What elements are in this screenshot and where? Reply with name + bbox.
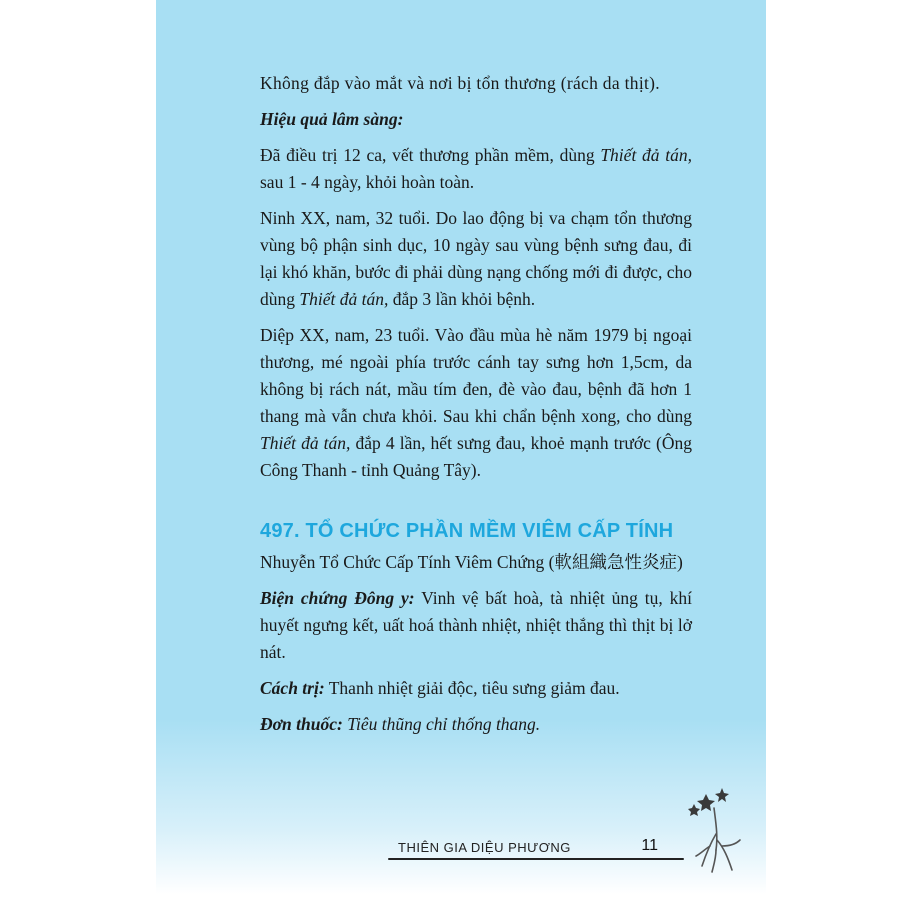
paragraph-1: Không đắp vào mắt và nơi bị tổn thương (rách da thịt). <box>260 73 660 93</box>
paragraph-3: Ninh XX, nam, 32 tuổi. Do lao động bị va chạm tổn thương vùng bộ phận sinh dục, 10 ngày sau vùng bệnh sưng đau, đi lại khó khăn, bước đi phải dùng nạng chống mới đi được, cho dùng Thiết đả tán, đắp 3 lần khỏi bệnh. <box>260 208 692 309</box>
book-page <box>156 0 766 922</box>
page-footer <box>388 838 684 862</box>
footer-book-title: THIÊN GIA DIỆU PHƯƠNG <box>398 840 571 855</box>
footer-rule <box>388 858 684 860</box>
section-title: 497. TỔ CHỨC PHẦN MỀM VIÊM CẤP TÍNH <box>260 520 674 542</box>
bien-chung-paragraph: Biện chứng Đông y: Vinh vệ bất hoà, tà nhiệt ủng tụ, khí huyết ngưng kết, uất hoá thành nhiệt, nhiệt thắng thì thịt bị lở nát. <box>260 588 692 662</box>
don-thuoc-paragraph: Đơn thuốc: Tiêu thũng chỉ thống thang. <box>260 714 541 734</box>
paragraph-4: Diệp XX, nam, 23 tuổi. Vào đầu mùa hè năm 1979 bị ngoại thương, mé ngoài phía trước cánh tay sưng hơn 1,5cm, da không bị rách nát, mầu tím đen, đè vào đau, bệnh đã hơn 1 thang mà vẫn chưa khỏi. Sau khi chẩn bệnh xong, cho dùng Thiết đả tán, đắp 4 lần, hết sưng đau, khoẻ mạnh trước (Ông Công Thanh - tỉnh Quảng Tây). <box>260 325 692 480</box>
section-subtitle: Nhuyễn Tổ Chức Cấp Tính Viêm Chứng (軟組織急性炎症) <box>260 552 683 572</box>
page-content <box>260 70 692 747</box>
cach-tri-paragraph: Cách trị: Thanh nhiệt giải độc, tiêu sưng giảm đau. <box>260 678 620 698</box>
page-number: 11 <box>641 837 658 854</box>
ginseng-ornament-icon <box>688 784 748 874</box>
paragraph-2: Đã điều trị 12 ca, vết thương phần mềm, dùng Thiết đả tán, sau 1 - 4 ngày, khỏi hoàn toàn. <box>260 145 692 192</box>
heading-hieu-qua: Hiệu quả lâm sàng: <box>260 109 404 129</box>
